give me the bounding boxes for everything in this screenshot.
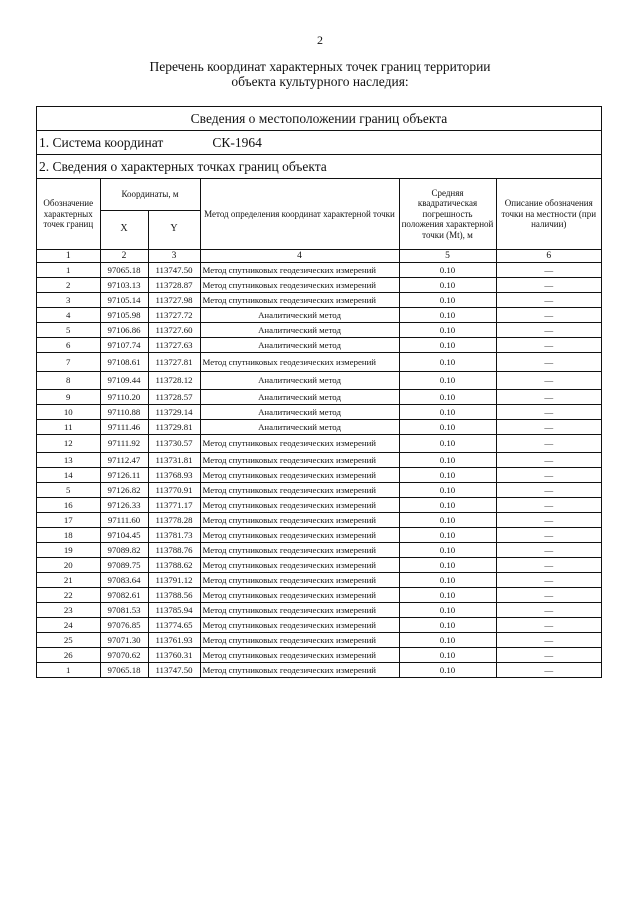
point-number-cell: 22 [37, 587, 100, 602]
y-coordinate-cell: 113760.31 [148, 647, 200, 662]
method-cell: Аналитический метод [200, 371, 399, 389]
point-number-cell: 4 [37, 307, 100, 322]
error-cell: 0.10 [399, 322, 496, 337]
table-row [37, 371, 601, 389]
error-cell: 0.10 [399, 617, 496, 632]
method-cell: Метод спутниковых геодезических измерений [200, 452, 399, 467]
error-cell: 0.10 [399, 352, 496, 371]
x-coordinate-cell: 97105.98 [100, 307, 148, 322]
description-cell: — [496, 632, 601, 647]
description-cell: — [496, 512, 601, 527]
point-number-cell: 2 [37, 277, 100, 292]
col-coords-header: Координаты, м [100, 179, 200, 210]
description-cell: — [496, 404, 601, 419]
y-coordinate-cell: 113727.60 [148, 322, 200, 337]
point-number-cell: 13 [37, 452, 100, 467]
error-cell: 0.10 [399, 542, 496, 557]
x-coordinate-cell: 97110.20 [100, 389, 148, 404]
method-cell: Метод спутниковых геодезических измерений [200, 292, 399, 307]
error-cell: 0.10 [399, 572, 496, 587]
col-y-header: Y [148, 210, 200, 249]
y-coordinate-cell: 113761.93 [148, 632, 200, 647]
column-number: 5 [399, 249, 496, 262]
y-coordinate-cell: 113788.76 [148, 542, 200, 557]
point-number-cell: 23 [37, 602, 100, 617]
error-cell: 0.10 [399, 307, 496, 322]
x-coordinate-cell: 97081.53 [100, 602, 148, 617]
point-number-cell: 6 [37, 337, 100, 352]
table-row [37, 419, 601, 434]
point-number-cell: 5 [37, 482, 100, 497]
point-number-cell: 26 [37, 647, 100, 662]
point-number-cell: 14 [37, 467, 100, 482]
table-row [37, 662, 601, 677]
description-cell: — [496, 389, 601, 404]
y-coordinate-cell: 113778.28 [148, 512, 200, 527]
column-number: 6 [496, 249, 601, 262]
column-number: 2 [100, 249, 148, 262]
point-number-cell: 1 [37, 262, 100, 277]
point-number-cell: 17 [37, 512, 100, 527]
y-coordinate-cell: 113728.87 [148, 277, 200, 292]
description-cell: — [496, 662, 601, 677]
y-coordinate-cell: 113727.98 [148, 292, 200, 307]
y-coordinate-cell: 113727.81 [148, 352, 200, 371]
col-description-header: Описание обозначения точки на местности (при наличии) [496, 179, 601, 249]
error-cell: 0.10 [399, 497, 496, 512]
title-line-2: объекта культурного наследия: [231, 74, 409, 89]
x-coordinate-cell: 97108.61 [100, 352, 148, 371]
method-cell: Метод спутниковых геодезических измерений [200, 557, 399, 572]
table-row [37, 307, 601, 322]
method-cell: Аналитический метод [200, 307, 399, 322]
y-coordinate-cell: 113729.81 [148, 419, 200, 434]
x-coordinate-cell: 97103.13 [100, 277, 148, 292]
point-number-cell: 21 [37, 572, 100, 587]
y-coordinate-cell: 113728.57 [148, 389, 200, 404]
description-cell: — [496, 419, 601, 434]
error-cell: 0.10 [399, 277, 496, 292]
y-coordinate-cell: 113781.73 [148, 527, 200, 542]
y-coordinate-cell: 113788.62 [148, 557, 200, 572]
coordinate-system-value: СК-1964 [212, 135, 262, 150]
x-coordinate-cell: 97065.18 [100, 262, 148, 277]
error-cell: 0.10 [399, 262, 496, 277]
table-row [37, 352, 601, 371]
error-cell: 0.10 [399, 662, 496, 677]
table-row [37, 512, 601, 527]
method-cell: Метод спутниковых геодезических измерений [200, 632, 399, 647]
y-coordinate-cell: 113729.14 [148, 404, 200, 419]
method-cell: Аналитический метод [200, 419, 399, 434]
description-cell: — [496, 587, 601, 602]
description-cell: — [496, 371, 601, 389]
table-row [37, 497, 601, 512]
x-coordinate-cell: 97107.74 [100, 337, 148, 352]
description-cell: — [496, 542, 601, 557]
points-section-header [37, 155, 601, 179]
description-cell: — [496, 434, 601, 452]
y-coordinate-cell: 113785.94 [148, 602, 200, 617]
table-body [37, 249, 601, 677]
table-row [37, 262, 601, 277]
method-cell: Метод спутниковых геодезических измерений [200, 277, 399, 292]
y-coordinate-cell: 113727.63 [148, 337, 200, 352]
point-number-cell: 19 [37, 542, 100, 557]
table-row [37, 587, 601, 602]
x-coordinate-cell: 97070.62 [100, 647, 148, 662]
table-row [37, 617, 601, 632]
error-cell: 0.10 [399, 452, 496, 467]
description-cell: — [496, 352, 601, 371]
point-number-cell: 11 [37, 419, 100, 434]
method-cell: Метод спутниковых геодезических измерений [200, 587, 399, 602]
error-cell: 0.10 [399, 419, 496, 434]
col-method-header: Метод определения координат характерной точки [200, 179, 399, 249]
method-cell: Метод спутниковых геодезических измерений [200, 647, 399, 662]
page-number: 2 [317, 33, 323, 47]
point-number-cell: 9 [37, 389, 100, 404]
description-cell: — [496, 277, 601, 292]
x-coordinate-cell: 97126.11 [100, 467, 148, 482]
method-cell: Метод спутниковых геодезических измерений [200, 467, 399, 482]
x-coordinate-cell: 97071.30 [100, 632, 148, 647]
x-coordinate-cell: 97111.92 [100, 434, 148, 452]
points-section-label: 2. Сведения о характерных точках границ объекта [39, 159, 327, 174]
x-coordinate-cell: 97083.64 [100, 572, 148, 587]
y-coordinate-cell: 113730.57 [148, 434, 200, 452]
x-coordinate-cell: 97089.75 [100, 557, 148, 572]
description-cell: — [496, 452, 601, 467]
y-coordinate-cell: 113768.93 [148, 467, 200, 482]
x-coordinate-cell: 97111.60 [100, 512, 148, 527]
description-cell: — [496, 262, 601, 277]
table-row [37, 647, 601, 662]
error-cell: 0.10 [399, 467, 496, 482]
x-coordinate-cell: 97126.33 [100, 497, 148, 512]
table-row [37, 322, 601, 337]
x-coordinate-cell: 97111.46 [100, 419, 148, 434]
table-row [37, 467, 601, 482]
y-coordinate-cell: 113728.12 [148, 371, 200, 389]
x-coordinate-cell: 97110.88 [100, 404, 148, 419]
table-row [37, 542, 601, 557]
method-cell: Метод спутниковых геодезических измерений [200, 602, 399, 617]
point-number-cell: 16 [37, 497, 100, 512]
error-cell: 0.10 [399, 404, 496, 419]
document-title [120, 59, 520, 89]
error-cell: 0.10 [399, 527, 496, 542]
table-row [37, 337, 601, 352]
error-cell: 0.10 [399, 632, 496, 647]
x-coordinate-cell: 97082.61 [100, 587, 148, 602]
y-coordinate-cell: 113791.12 [148, 572, 200, 587]
description-cell: — [496, 602, 601, 617]
table-row [37, 389, 601, 404]
description-cell: — [496, 307, 601, 322]
col-x-header: X [100, 210, 148, 249]
y-coordinate-cell: 113774.65 [148, 617, 200, 632]
table-row [37, 482, 601, 497]
error-cell: 0.10 [399, 587, 496, 602]
x-coordinate-cell: 97076.85 [100, 617, 148, 632]
table-row [37, 602, 601, 617]
description-cell: — [496, 322, 601, 337]
table-row [37, 434, 601, 452]
description-cell: — [496, 617, 601, 632]
table-row [37, 277, 601, 292]
point-number-cell: 25 [37, 632, 100, 647]
table-row [37, 404, 601, 419]
method-cell: Аналитический метод [200, 337, 399, 352]
y-coordinate-cell: 113731.81 [148, 452, 200, 467]
x-coordinate-cell: 97106.86 [100, 322, 148, 337]
error-cell: 0.10 [399, 602, 496, 617]
x-coordinate-cell: 97104.45 [100, 527, 148, 542]
column-number-row [37, 249, 601, 262]
method-cell: Метод спутниковых геодезических измерений [200, 527, 399, 542]
point-number-cell: 5 [37, 322, 100, 337]
column-number: 4 [200, 249, 399, 262]
section-header: Сведения о местоположении границ объекта [37, 107, 601, 131]
error-cell: 0.10 [399, 292, 496, 307]
method-cell: Метод спутниковых геодезических измерений [200, 662, 399, 677]
coordinate-system-label: 1. Система координат [39, 135, 164, 150]
point-number-cell: 24 [37, 617, 100, 632]
boundary-info-sheet [36, 106, 602, 678]
method-cell: Аналитический метод [200, 322, 399, 337]
col-designation-header: Обозначение характерных точек границ [37, 179, 100, 249]
point-number-cell: 1 [37, 662, 100, 677]
description-cell: — [496, 482, 601, 497]
error-cell: 0.10 [399, 512, 496, 527]
error-cell: 0.10 [399, 337, 496, 352]
description-cell: — [496, 647, 601, 662]
method-cell: Метод спутниковых геодезических измерений [200, 434, 399, 452]
x-coordinate-cell: 97109.44 [100, 371, 148, 389]
point-number-cell: 20 [37, 557, 100, 572]
y-coordinate-cell: 113747.50 [148, 262, 200, 277]
x-coordinate-cell: 97089.82 [100, 542, 148, 557]
error-cell: 0.10 [399, 389, 496, 404]
y-coordinate-cell: 113771.17 [148, 497, 200, 512]
y-coordinate-cell: 113747.50 [148, 662, 200, 677]
description-cell: — [496, 497, 601, 512]
col-error-header: Средняя квадратическая погрешность положения характерной точки (Mt), м [399, 179, 496, 249]
point-number-cell: 10 [37, 404, 100, 419]
method-cell: Метод спутниковых геодезических измерений [200, 542, 399, 557]
x-coordinate-cell: 97126.82 [100, 482, 148, 497]
error-cell: 0.10 [399, 482, 496, 497]
description-cell: — [496, 292, 601, 307]
method-cell: Аналитический метод [200, 404, 399, 419]
y-coordinate-cell: 113770.91 [148, 482, 200, 497]
table-row [37, 452, 601, 467]
point-number-cell: 8 [37, 371, 100, 389]
description-cell: — [496, 572, 601, 587]
method-cell: Метод спутниковых геодезических измерений [200, 497, 399, 512]
y-coordinate-cell: 113788.56 [148, 587, 200, 602]
x-coordinate-cell: 97105.14 [100, 292, 148, 307]
description-cell: — [496, 557, 601, 572]
point-number-cell: 3 [37, 292, 100, 307]
title-line-1: Перечень координат характерных точек границ территории [149, 59, 491, 74]
x-coordinate-cell: 97112.47 [100, 452, 148, 467]
method-cell: Метод спутниковых геодезических измерений [200, 352, 399, 371]
column-number: 1 [37, 249, 100, 262]
table-row [37, 572, 601, 587]
description-cell: — [496, 527, 601, 542]
method-cell: Метод спутниковых геодезических измерений [200, 617, 399, 632]
method-cell: Аналитический метод [200, 389, 399, 404]
method-cell: Метод спутниковых геодезических измерений [200, 572, 399, 587]
table-row [37, 557, 601, 572]
method-cell: Метод спутниковых геодезических измерений [200, 512, 399, 527]
error-cell: 0.10 [399, 434, 496, 452]
boundary-points-table [37, 179, 601, 678]
coordinate-system-row [37, 131, 601, 155]
error-cell: 0.10 [399, 647, 496, 662]
point-number-cell: 7 [37, 352, 100, 371]
description-cell: — [496, 337, 601, 352]
column-number: 3 [148, 249, 200, 262]
x-coordinate-cell: 97065.18 [100, 662, 148, 677]
method-cell: Метод спутниковых геодезических измерений [200, 262, 399, 277]
method-cell: Метод спутниковых геодезических измерений [200, 482, 399, 497]
description-cell: — [496, 467, 601, 482]
error-cell: 0.10 [399, 557, 496, 572]
point-number-cell: 18 [37, 527, 100, 542]
table-row [37, 292, 601, 307]
y-coordinate-cell: 113727.72 [148, 307, 200, 322]
error-cell: 0.10 [399, 371, 496, 389]
table-row [37, 527, 601, 542]
point-number-cell: 12 [37, 434, 100, 452]
table-row [37, 632, 601, 647]
